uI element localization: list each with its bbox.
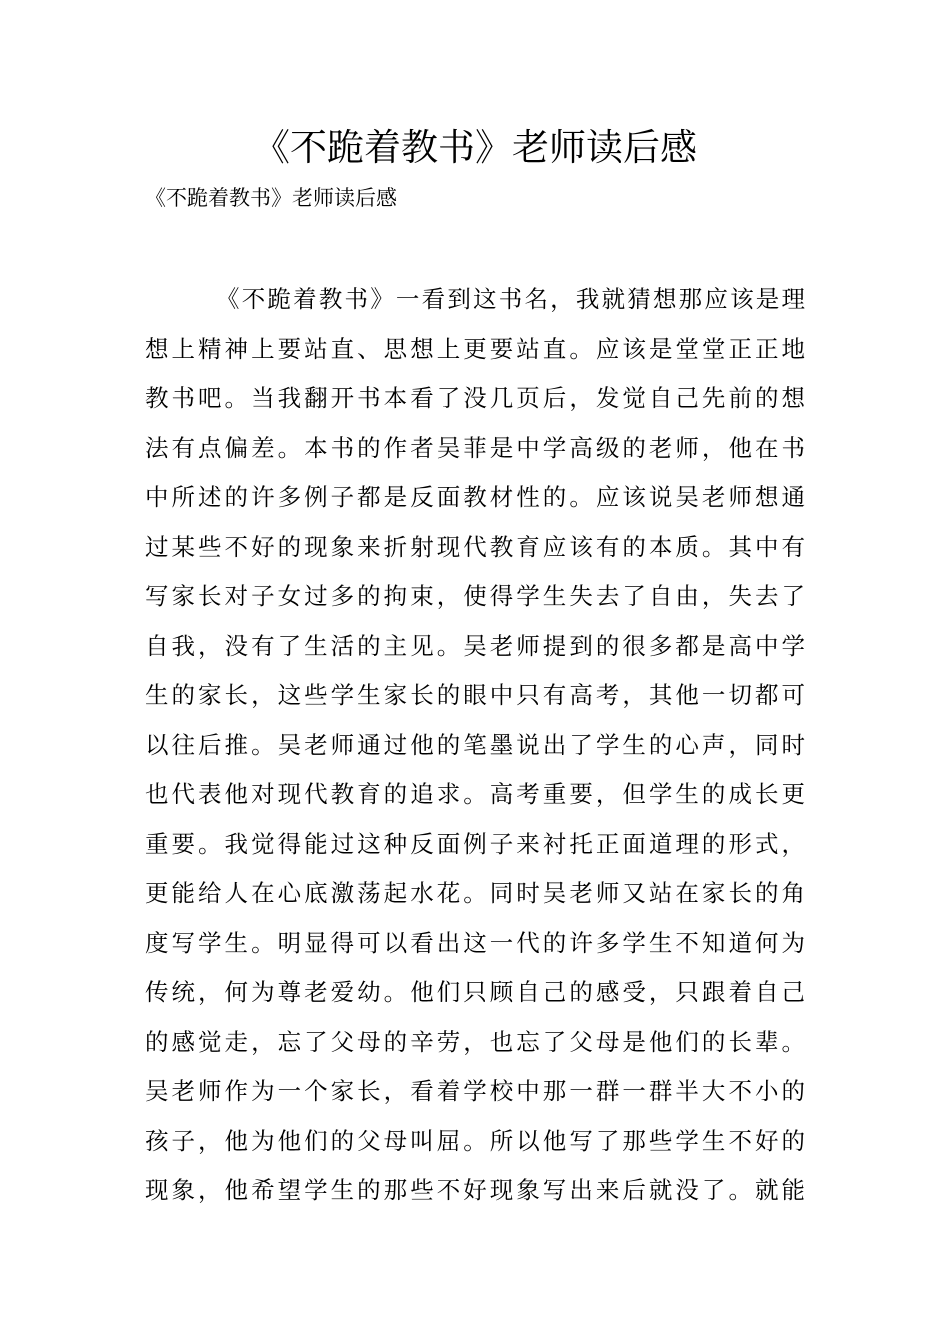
body-line: 度写学生。明显得可以看出这一代的许多学生不知道何为	[145, 928, 805, 957]
document-title: 《不跪着教书》老师读后感	[253, 126, 697, 169]
document-body	[145, 275, 805, 1216]
body-line: 孩子，他为他们的父母叫屈。所以他写了那些学生不好的	[145, 1126, 805, 1155]
document-subtitle: 《不跪着教书》老师读后感	[145, 186, 397, 210]
body-line: 《不跪着教书》一看到这书名，我就猜想那应该是理	[216, 285, 805, 313]
body-line: 想上精神上要站直、思想上更要站直。应该是堂堂正正地	[145, 334, 805, 363]
body-line: 也代表他对现代教育的追求。高考重要，但学生的成长更	[145, 780, 805, 808]
body-line: 重要。我觉得能过这种反面例子来衬托正面道理的形式，	[145, 829, 805, 858]
body-line: 自我，没有了生活的主见。吴老师提到的很多都是高中学	[145, 631, 805, 660]
body-line: 以往后推。吴老师通过他的笔墨说出了学生的心声，同时	[145, 730, 805, 759]
body-line: 吴老师作为一个家长，看着学校中那一群一群半大不小的	[145, 1077, 805, 1105]
body-line: 教书吧。当我翻开书本看了没几页后，发觉自己先前的想	[145, 384, 805, 412]
body-line: 写家长对子女过多的拘束，使得学生失去了自由，失去了	[145, 582, 805, 610]
body-line: 过某些不好的现象来折射现代教育应该有的本质。其中有	[145, 532, 805, 561]
body-line: 中所述的许多例子都是反面教材性的。应该说吴老师想通	[145, 483, 805, 511]
body-line: 的感觉走，忘了父母的辛劳，也忘了父母是他们的长辈。	[145, 1027, 805, 1056]
body-line: 法有点偏差。本书的作者吴菲是中学高级的老师，他在书	[145, 433, 805, 462]
body-line: 更能给人在心底激荡起水花。同时吴老师又站在家长的角	[145, 879, 805, 907]
body-line: 传统，何为尊老爱幼。他们只顾自己的感受，只跟着自己	[145, 978, 805, 1006]
body-line: 生的家长，这些学生家长的眼中只有高考，其他一切都可	[145, 681, 805, 709]
body-line: 现象，他希望学生的那些不好现象写出来后就没了。就能	[145, 1176, 805, 1204]
